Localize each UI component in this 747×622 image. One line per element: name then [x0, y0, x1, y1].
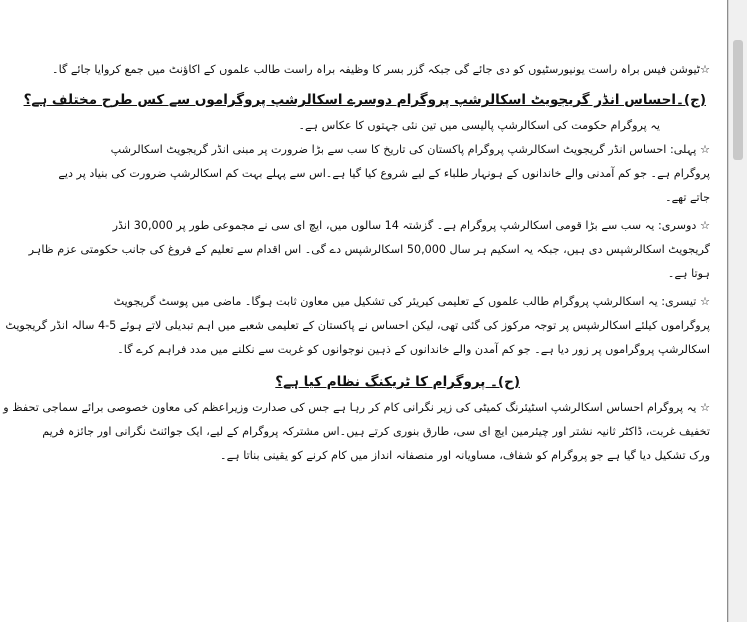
paragraph-line: ☆ پہلی: احساس انڈر گریجویٹ اسکالرشپ پروگرام پاکستان کی تاریخ کا سب سے بڑا ضرورت پر مبنی انڈر گریجویٹ اسکالرشپ [110, 143, 710, 156]
section-d-heading: (ح)۔ پروگرام کا ٹریکنگ نظام کیا ہے؟ [275, 374, 520, 390]
paragraph-line: ☆ تیسری: یہ اسکالرشپ پروگرام طالب علموں کے تعلیمی کیریئر کی تشکیل میں معاون ثابت ہوگا۔ ماضی میں پوسٹ گریجویٹ [113, 295, 710, 308]
paragraph-line: جاتے تھے۔ [665, 191, 710, 204]
section-c-lead: یہ پروگرام حکومت کی اسکالرشپ پالیسی میں تین نئی جہتوں کا عکاس ہے۔ [298, 119, 660, 132]
scrollbar-thumb[interactable] [733, 40, 743, 160]
paragraph-line: ورک تشکیل دیا گیا ہے جو پروگرام کو شفاف، مساویانہ اور منصفانہ انداز میں کام کرنے کو یقینی بناتا ہے۔ [220, 449, 710, 462]
paragraph-line: تخفیف غربت، ڈاکٹر ثانیہ نشتر اور چیئرمین ایچ ای سی، طارق بنوری کرتے ہیں۔اس مشترکہ پروگرام کے لیے، ایک جوائنٹ نگرانی اور جائزہ فریم [42, 425, 710, 438]
paragraph-line: ☆ دوسری: یہ سب سے بڑا قومی اسکالرشپ پروگرام ہے۔ گزشتہ 14 سالوں میں، ایچ ای سی نے مجموعی طور پر 30,000 انڈر [112, 219, 710, 232]
paragraph-line: ☆ یہ پروگرام احساس اسکالرشپ اسٹیئرنگ کمیٹی کی زیر نگرانی کام کر رہا ہے جس کی صدارت وزیراعظم کی معاون خصوصی برائے سماجی تحفظ و [3, 401, 710, 414]
point-first [58, 142, 710, 206]
point-second [28, 218, 710, 282]
point-third [5, 294, 710, 358]
intro-line: ☆ٹیوشن فیس براہ راست یونیورسٹیوں کو دی جائے گی جبکہ گزر بسر کا وظیفہ براہ راست طالب علموں کے اکاؤنٹ میں جمع کروایا جائے گا۔ [52, 63, 710, 76]
section-c-heading: (ج)۔احساس انڈر گریجویٹ اسکالرشپ پروگرام دوسرے اسکالرشپ پروگراموں سے کس طرح مختلف ہے؟ [23, 92, 706, 108]
paragraph-line: اسکالرشپ پروگراموں پر زور دیا ہے۔ جو کم آمدن والے خاندانوں کے ذہین نوجوانوں کو غربت سے نکلنے میں مدد فراہم کرے گا۔ [117, 343, 710, 356]
document-body [3, 52, 710, 464]
paragraph-line: پروگراموں کیلئے اسکالرشپس پر توجہ مرکوز کی گئی تھی، لیکن احساس نے پاکستان کے تعلیمی شعبے میں اہم تبدیلی لاتے ہوئے 5-4 سالہ انڈر گریجویٹ [5, 319, 710, 332]
vertical-scrollbar[interactable] [728, 0, 747, 622]
section-d-body [3, 400, 710, 464]
paragraph-line: پروگرام ہے۔ جو کم آمدنی والے خاندانوں کے ہونہار طلباء کے لیے شروع کیا گیا ہے۔اس سے پہلے بہت کم اسکالرشپ ضرورت کی بنیاد پر دیے [58, 167, 710, 180]
paragraph-line: گریجویٹ اسکالرشپس دی ہیں، جبکہ یہ اسکیم ہر سال 50,000 اسکالرشپس دے گی۔ اس اقدام سے تعلیم کے فروغ کی جانب حکومتی عزم ظاہر [28, 243, 710, 256]
paragraph-line: ہوتا ہے۔ [667, 267, 710, 280]
